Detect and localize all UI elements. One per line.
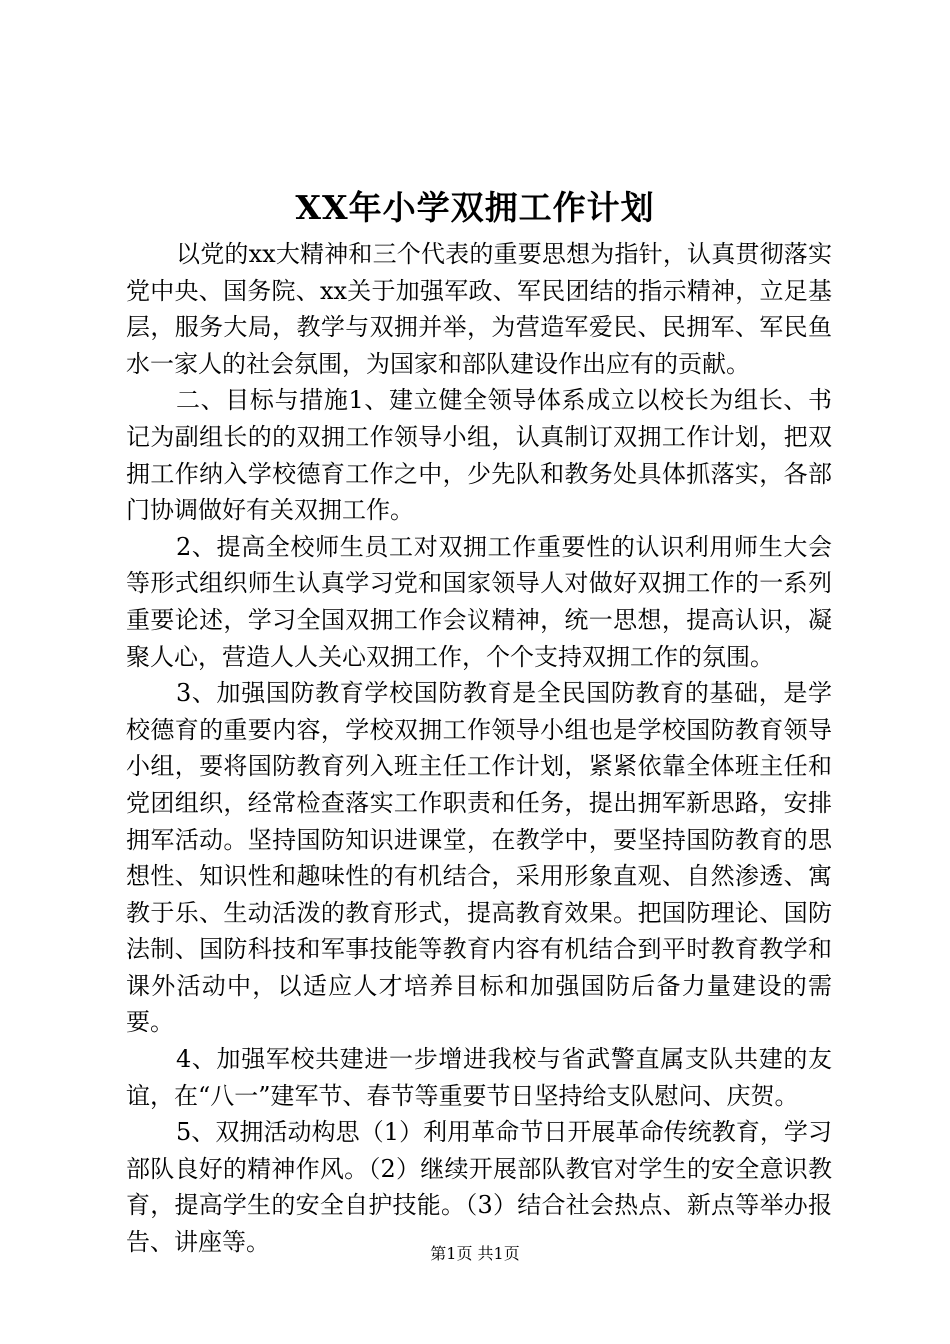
paragraph-intro: 以党的xx大精神和三个代表的重要思想为指针，认真贯彻落实党中央、国务院、xx关于加强军政、军民团结的指示精神，立足基层，服务大局，教学与双拥并举，为营造军爱民、民拥军、军民鱼水一家人的社会氛围，为国家和部队建设作出应有的贡献。	[126, 240, 832, 378]
page-footer: 第1页 共1页	[430, 1244, 520, 1263]
paragraph-activities: 5、双拥活动构思（1）利用革命节日开展革命传统教育，学习部队良好的精神作风。（2）继续开展部队教官对学生的安全意识教育，提高学生的安全自护技能。（3）结合社会热点、新点等举办报告、讲座等。	[126, 1118, 832, 1257]
paragraph-awareness: 2、提高全校师生员工对双拥工作重要性的认识利用师生大会等形式组织师生认真学习党和国家领导人对做好双拥工作的一系列重要论述，学习全国双拥工作会议精神，统一思想，提高认识，凝聚人心，营造人人关心双拥工作，个个支持双拥工作的氛围。	[126, 532, 832, 671]
paragraph-joint-building: 4、加强军校共建进一步增进我校与省武警直属支队共建的友谊，在“八一”建军节、春节等重要节日坚持给支队慰问、庆贺。	[126, 1045, 832, 1110]
paragraph-defense-education: 3、加强国防教育学校国防教育是全民国防教育的基础，是学校德育的重要内容，学校双拥工作领导小组也是学校国防教育领导小组，要将国防教育列入班主任工作计划，紧紧依靠全体班主任和党团组织，经常检查落实工作职责和任务，提出拥军新思路，安排拥军活动。坚持国防知识进课堂，在教学中，要坚持国防教育的思想性、知识性和趣味性的有机结合，采用形象直观、自然渗透、寓教于乐、生动活泼的教育形式，提高教育效果。把国防理论、国防法制、国防科技和军事技能等教育内容有机结合到平时教育教学和课外活动中，以适应人才培养目标和加强国防后备力量建设的需要。	[126, 679, 832, 1037]
document-body	[126, 236, 832, 1261]
document-title: XX年小学双拥工作计划	[295, 188, 655, 227]
paragraph-goals: 二、目标与措施1、建立健全领导体系成立以校长为组长、书记为副组长的的双拥工作领导小组，认真制订双拥工作计划，把双拥工作纳入学校德育工作之中，少先队和教务处具体抓落实，各部门协调做好有关双拥工作。	[126, 386, 832, 525]
